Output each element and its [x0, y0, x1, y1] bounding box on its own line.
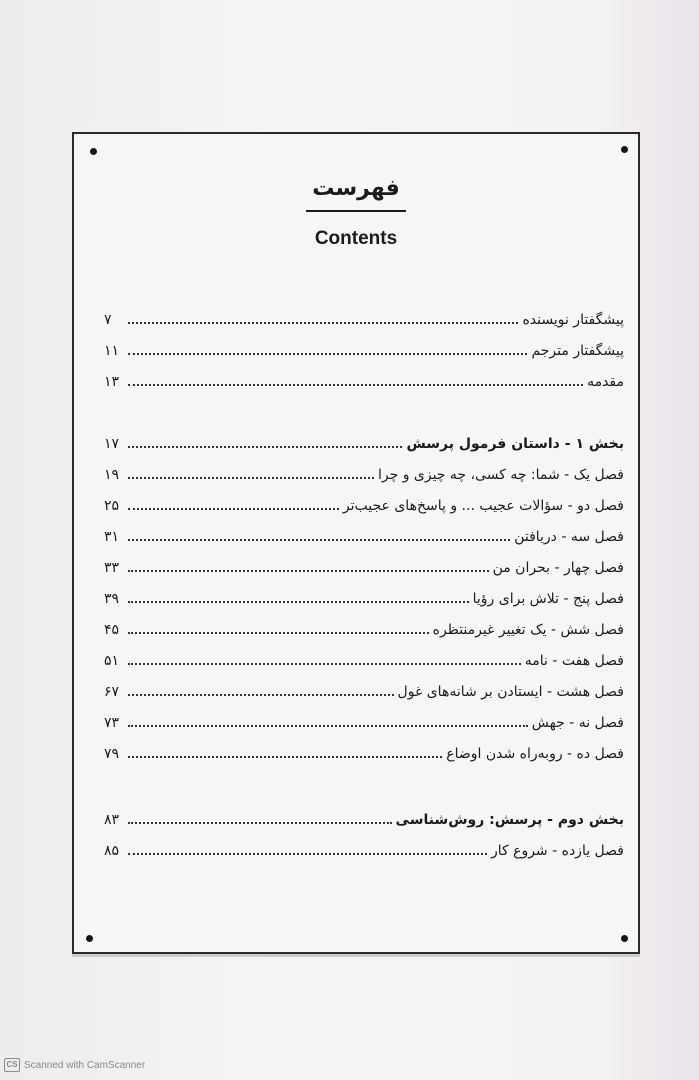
- scanner-watermark: [4, 1058, 145, 1072]
- entry-label: مقدمه: [587, 374, 624, 390]
- dot-leader: [128, 663, 521, 665]
- toc-entry[interactable]: [104, 366, 624, 392]
- entry-page: ۷: [104, 312, 112, 328]
- entry-page: ۵۱: [104, 653, 120, 669]
- entry-page: ۸۳: [104, 812, 120, 828]
- scanner-text: Scanned with CamScanner: [24, 1059, 146, 1071]
- entry-label: فصل دو - سؤالات عجیب ... و پاسخ‌های عجیب‌تر: [342, 498, 624, 514]
- dot-leader: [128, 446, 402, 448]
- dot-leader: [128, 353, 527, 355]
- entry-page: ۳۹: [104, 591, 120, 607]
- dot-leader: [128, 539, 510, 541]
- corner-dot: [621, 146, 628, 153]
- entry-page: ۸۵: [104, 843, 120, 859]
- toc-entry[interactable]: [104, 738, 624, 764]
- entry-label: فصل یک - شما: چه کسی، چه چیزی و چرا: [377, 467, 624, 483]
- entry-label: فصل نه - جهش: [531, 715, 624, 731]
- dot-leader: [128, 477, 374, 479]
- dot-leader: [128, 725, 528, 727]
- toc-entry[interactable]: [104, 521, 624, 547]
- entry-page: ۷۹: [104, 746, 120, 762]
- dot-leader: [128, 853, 487, 855]
- entry-label: فصل ده - روبه‌راه شدن اوضاع: [446, 746, 624, 762]
- entry-page: ۱۳: [104, 374, 120, 390]
- toc-section-entry[interactable]: [104, 804, 624, 830]
- entry-label: بخش دوم - پرسش: روش‌شناسی: [395, 812, 624, 828]
- contents-frame: [72, 132, 640, 954]
- dot-leader: [128, 822, 392, 824]
- persian-title: [74, 174, 638, 212]
- entry-page: ۲۵: [104, 498, 120, 514]
- entry-page: ۳۱: [104, 529, 120, 545]
- toc-section-entry[interactable]: [104, 428, 624, 454]
- entry-page: ۱۹: [104, 467, 120, 483]
- dot-leader: [128, 694, 394, 696]
- camscanner-icon: CS: [4, 1058, 20, 1072]
- toc-entry[interactable]: [104, 335, 624, 361]
- toc-entry[interactable]: [104, 614, 624, 640]
- toc-entry[interactable]: [104, 459, 624, 485]
- dot-leader: [128, 322, 518, 324]
- toc-entry[interactable]: [104, 304, 624, 330]
- entry-label: فصل سه - دریافتن: [514, 529, 624, 545]
- entry-page: ۱۷: [104, 436, 120, 452]
- toc-entry[interactable]: [104, 707, 624, 733]
- entry-label: فصل یازده - شروع کار: [490, 843, 624, 859]
- entry-page: ۷۳: [104, 715, 120, 731]
- corner-dot: [621, 935, 628, 942]
- dot-leader: [128, 384, 583, 386]
- english-title: Contents: [314, 228, 398, 249]
- dot-leader: [128, 570, 489, 572]
- entry-page: ۶۷: [104, 684, 120, 700]
- entry-label: پیشگفتار مترجم: [531, 343, 624, 359]
- persian-title-text: فهرست: [306, 174, 406, 212]
- dot-leader: [128, 756, 442, 758]
- entry-label: بخش ۱ - داستان فرمول پرسش: [406, 436, 624, 452]
- entry-label: فصل پنج - تلاش برای رؤیا: [472, 591, 624, 607]
- toc-entry[interactable]: [104, 583, 624, 609]
- dot-leader: [128, 601, 469, 603]
- entry-page: ۳۳: [104, 560, 120, 576]
- toc-entry[interactable]: [104, 676, 624, 702]
- dot-leader: [128, 508, 339, 510]
- toc-entry[interactable]: [104, 645, 624, 671]
- toc-entry[interactable]: [104, 835, 624, 861]
- entry-label: فصل شش - یک تغییر غیرمنتظره: [432, 622, 624, 638]
- corner-dot: [86, 935, 93, 942]
- entry-label: فصل هفت - نامه: [524, 653, 624, 669]
- corner-dot: [90, 148, 97, 155]
- toc-entry[interactable]: [104, 552, 624, 578]
- entry-page: ۱۱: [104, 343, 120, 359]
- entry-label: پیشگفتار نویسنده: [522, 312, 624, 328]
- entry-label: فصل هشت - ایستادن بر شانه‌های غول: [397, 684, 624, 700]
- entry-label: فصل چهار - بحران من: [492, 560, 624, 576]
- dot-leader: [128, 632, 429, 634]
- entry-page: ۴۵: [104, 622, 120, 638]
- toc-entry[interactable]: [104, 490, 624, 516]
